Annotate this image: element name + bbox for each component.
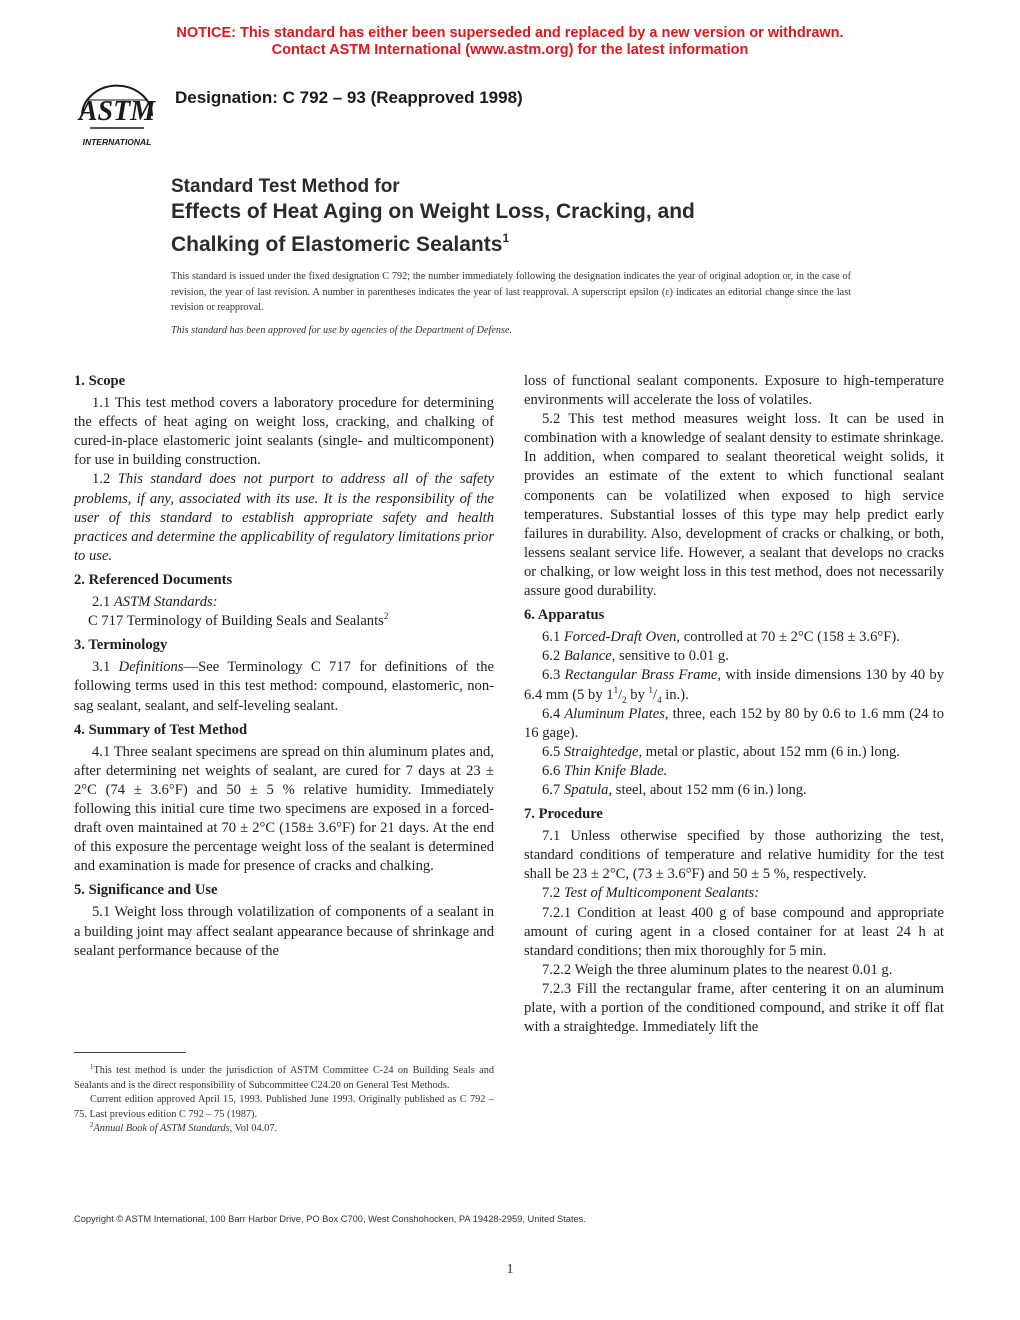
para-text: , steel, about 152 mm (6 in.) long. — [608, 781, 807, 798]
footnote-1b: Current edition approved April 15, 1993. Published June 1993. Originally published as C 792 – 75. Last previous edition C 792 – 75 (1987). — [74, 1094, 494, 1120]
footnote-text: This test method is under the jurisdiction of ASTM Committee C-24 on Building Seals and Sealants and is the direct responsibility of Subcommittee C24.20 on General Test Methods. — [74, 1065, 494, 1091]
footnote-title: Annual Book of ASTM Standards — [93, 1123, 230, 1135]
item-6-2 — [524, 647, 944, 666]
para-num: 6.5 — [542, 743, 564, 760]
footnote-text: , Vol 04.07. — [229, 1123, 278, 1135]
para-text: in.). — [661, 686, 689, 703]
preface-note: This standard is issued under the fixed designation C 792; the number immediately following the designation indicates the year of original adoption or, in the case of revision, the year of last revision. A number in parentheses indicates the year of last reapproval. A superscript epsilon (ε) indicates an editorial change since the last revision or reapproval. — [171, 271, 851, 313]
paragraph-1-1: 1.1 This test method covers a laboratory procedure for determining the effects of heat aging on weight loss, cracking, and chalking of cured-in-place elastomeric joint sealants (single- and multicomponent) for use in building construction. — [74, 395, 494, 469]
footnote-divider — [74, 1052, 186, 1053]
astm-logo-icon — [77, 86, 156, 147]
logo-international: INTERNATIONAL — [82, 137, 152, 147]
para-text: , metal or plastic, about 152 mm (6 in.) long. — [638, 743, 900, 760]
paragraph-5-1a: 5.1 Weight loss through volatilization of components of a sealant in a building joint may affect sealant appearance because of shrinkage and sealant performance because of the — [74, 904, 494, 959]
document-title — [171, 175, 695, 258]
paragraph-5-2: 5.2 This test method measures weight loss. It can be used in combination with a knowledge of sealant density to estimate shrinkage. In addition, when compared to sealant theoretical weight solids, it provides an estimate of the extent to which functional sealant components can be volatilized when exposed to high service temperatures. Substantial losses of this type may help predict early failures in durability. Also, development of cracks or chalking, or both, lessens sealant service life. However, a sealant that develops no cracks or chalking, or low weight loss in this test method, does not necessarily assure good durability. — [524, 411, 944, 600]
para-num: 2.1 — [92, 594, 114, 611]
para-text: , with inside dimensions 130 by 40 by 6.4 mm (5 by 1 — [524, 667, 944, 703]
paragraph-4-1: 4.1 Three sealant specimens are spread on thin aluminum plates and, after determining net weights of sealant, are cured for 7 days at 23 ± 2°C (74 ± 3.6°F) and 50 ± 5 % relative humidity. Immediately following this initial cure time two specimens are exposed in a forced-draft oven maintained at 70 ± 2°C (158± 3.6°F) for 21 days. At the end of this exposure the percentage weight loss of the sealant is determined and examination is made for presence of cracks and chalking. — [74, 743, 494, 875]
right-column — [524, 372, 944, 1037]
section-heading-referenced: 2. Referenced Documents — [74, 571, 233, 588]
term: Forced-Draft Oven — [563, 629, 677, 646]
para-num: 6.6 — [542, 762, 564, 779]
title-line-1: Effects of Heat Aging on Weight Loss, Cracking, and — [171, 200, 695, 223]
notice-line-1: NOTICE: This standard has either been superseded and replaced by a new version or withdrawn. — [176, 25, 844, 41]
fraction-quarter: $^1/_4$ — [648, 684, 662, 705]
term: Spatula — [563, 781, 609, 798]
paragraph-1-2 — [74, 470, 494, 565]
paragraph-2-1 — [74, 593, 494, 612]
logo-letters: ASTM — [78, 96, 156, 127]
term: Rectangular Brass Frame — [564, 667, 718, 684]
footnote-mark: 1 — [90, 1063, 94, 1071]
para-text: —See Terminology C 717 for definitions of the following terms used in this test method: compound, elastomeric, non-sag sealant, sealant, and self-leveling sealant. — [74, 659, 495, 714]
safety-statement: This standard does not purport to address all of the safety problems, if any, associated with its use. It is the responsibility of the user of this standard to establish appropriate safety and health practices and determine the applicability of regulatory limitations prior to use. — [74, 471, 494, 564]
reference-c717 — [74, 612, 494, 631]
section-heading-apparatus: 6. Apparatus — [524, 607, 605, 624]
item-6-5 — [524, 743, 944, 762]
para-text: , controlled at 70 ± 2°C (158 ± 3.6°F). — [676, 629, 900, 646]
paragraph-7-2-2: 7.2.2 Weigh the three aluminum plates to the nearest 0.01 g. — [542, 961, 893, 978]
para-num: 6.4 — [542, 705, 565, 722]
para-num: 6.3 — [542, 667, 565, 684]
paragraph-7-2-1: 7.2.1 Condition at least 400 g of base compound and appropriate amount of curing agent in a closed container for at least 24 h at standard conditions; then mix thoroughly for 5 min. — [524, 904, 944, 959]
frac-num: 1 — [613, 684, 619, 695]
defense-note: This standard has been approved for use by agencies of the Department of Defense. — [171, 325, 513, 336]
para-num: 6.2 — [542, 648, 564, 665]
left-column — [74, 372, 494, 961]
frac-den: 4 — [657, 694, 662, 705]
term: Balance — [563, 648, 612, 665]
paragraph-7-2 — [524, 884, 944, 903]
fraction-half: $^1/_2$ — [613, 684, 627, 705]
para-text: by — [626, 686, 649, 703]
footnote-2 — [74, 1122, 494, 1137]
paragraph-3-1 — [74, 658, 494, 715]
section-heading-summary: 4. Summary of Test Method — [74, 721, 248, 738]
term: Aluminum Plates — [564, 705, 665, 722]
title-line-2: Chalking of Elastomeric Sealants — [171, 233, 503, 256]
para-text: , three, each 152 by 80 by 0.6 to 1.6 mm (24 to 16 gage). — [524, 705, 944, 741]
paragraph-7-2-3: 7.2.3 Fill the rectangular frame, after centering it on an aluminum plate, with a portion of the conditioned compound, and strike it off flat with a straightedge. Immediately lift the — [524, 980, 944, 1036]
copyright-notice: Copyright © ASTM International, 100 Barr Harbor Drive, PO Box C700, West Conshohocken, PA 19428-2959, United States. — [74, 1214, 586, 1224]
paragraph-7-1: 7.1 Unless otherwise specified by those authorizing the test, standard conditions of temperature and relative humidity for the test shall be 23 ± 2°C, (73 ± 3.6°F) and 50 ± 5 %, respectively. — [524, 828, 944, 883]
notice-banner — [0, 25, 1020, 59]
term: Thin Knife Blade. — [563, 762, 668, 779]
item-6-6 — [524, 762, 944, 781]
para-num: 3.1 — [92, 659, 119, 676]
para-num: 6.1 — [542, 629, 564, 646]
term: Definitions — [118, 659, 184, 676]
para-num: 1.2 — [92, 471, 118, 488]
astm-logo — [72, 78, 162, 150]
notice-line-2: Contact ASTM International (www.astm.org) for the latest information — [271, 42, 749, 58]
para-num: 7.2 — [542, 885, 564, 902]
item-6-4 — [524, 705, 944, 743]
item-6-3 — [524, 666, 944, 704]
section-heading-procedure: 7. Procedure — [524, 806, 603, 823]
subheading: Test of Multicomponent Sealants: — [563, 885, 760, 902]
item-6-7 — [524, 781, 944, 800]
section-heading-terminology: 3. Terminology — [74, 637, 168, 654]
footnote-mark: 2 — [90, 1121, 94, 1130]
frac-num: 1 — [648, 684, 654, 695]
frac-den: 2 — [622, 694, 627, 705]
title-footnote-mark: 1 — [502, 231, 510, 245]
footnote-1 — [74, 1064, 494, 1093]
para-text: , sensitive to 0.01 g. — [611, 648, 729, 665]
para-num: 6.7 — [542, 781, 564, 798]
page-number: 1 — [506, 1262, 514, 1277]
title-pre: Standard Test Method for — [171, 176, 400, 197]
reference-footnote-mark: 2 — [383, 611, 389, 622]
section-heading-significance: 5. Significance and Use — [74, 882, 218, 899]
designation: Designation: C 792 – 93 (Reapproved 1998) — [175, 88, 523, 107]
reference-text: C 717 Terminology of Building Seals and Sealants — [88, 613, 384, 630]
paragraph-5-1b: loss of functional sealant components. Exposure to high-temperature environments will accelerate the loss of volatiles. — [524, 373, 944, 409]
term: Straightedge — [563, 743, 639, 760]
section-heading-scope: 1. Scope — [74, 373, 126, 389]
item-6-1 — [524, 628, 944, 647]
footnotes — [74, 1064, 494, 1137]
astm-standards-label: ASTM Standards: — [113, 594, 218, 611]
